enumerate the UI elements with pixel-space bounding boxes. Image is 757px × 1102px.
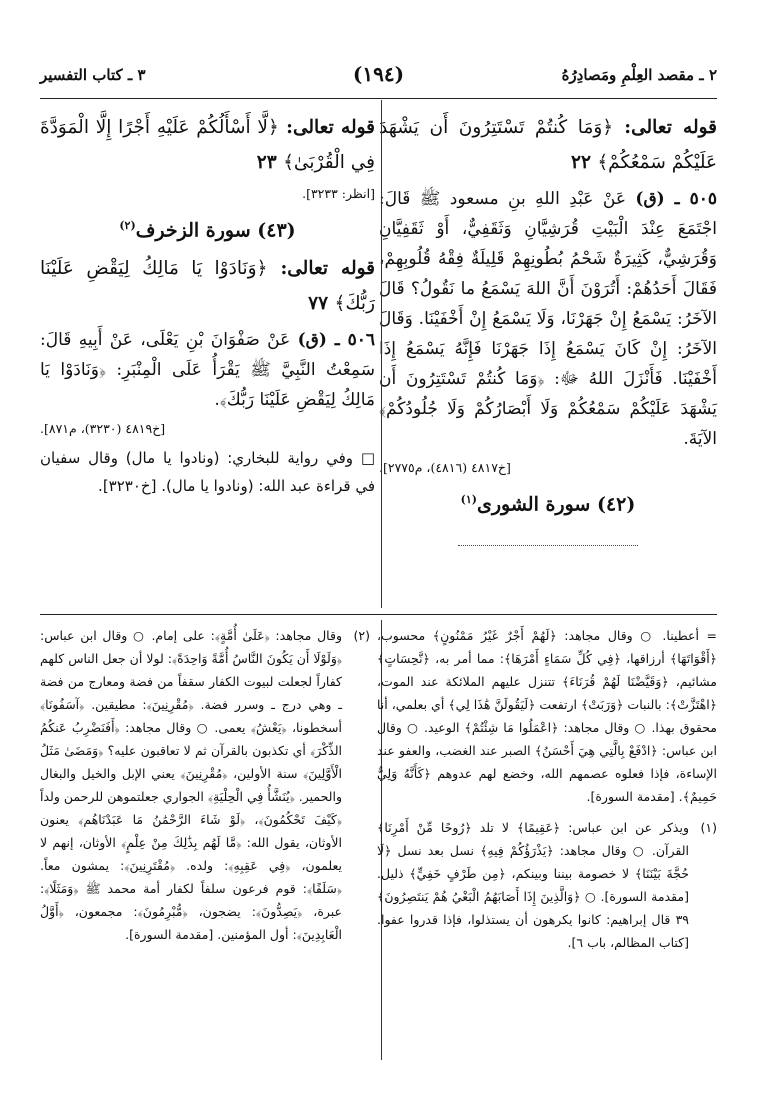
verse-label: قوله تعالى: [280, 258, 375, 280]
hadith-505 [379, 184, 717, 454]
right-column [379, 104, 717, 584]
verse-number: ٧٧ [308, 293, 329, 315]
hadith-506 [40, 325, 375, 415]
page-header [40, 60, 717, 94]
left-column [40, 104, 375, 604]
chapter-title-left: ٣ ـ كتاب التفسير [40, 66, 146, 84]
hadith-reference: [خ٤٨١٧ (٤٨١٦)، م٢٧٧٥]. [379, 460, 511, 475]
verse-heading-23 [40, 110, 375, 180]
note-reference: [خ٣٢٣٠]. [98, 477, 157, 496]
header-rule [40, 98, 717, 99]
footnote-2 [40, 624, 370, 946]
verse-number: ٢٢ [571, 152, 591, 173]
footnote-continuation [377, 624, 717, 808]
verse-heading-22 [379, 110, 717, 180]
footnote-text: ويذكر عن ابن عباس: ﴿عَقِيمًا﴾ لا تلد ﴿رُوحًا مِّنْ أَمْرِنَا﴾ القرآن. ○ وقال مجاهد: ﴿يَذْرَؤُكُمْ فِيهِ﴾ نسل بعد نسل ﴿لَا حُجَّةَ بَيْنَنَا﴾ لا خصومة بيننا وبينكم، ﴿مِن طَرْفٍ خَفِيٍّ﴾ ذليل. [مقدمة السورة]. ○ ﴿وَالَّذِينَ إِذَا أَصَابَهُمُ الْبَغْيُ هُمْ يَنتَصِرُونَ﴾ ٣٩ قال إبراهيم: كانوا يكرهون أن يستذلوا، فإذا قدروا عفوا. [كتاب المظالم، باب ٦]. [377, 820, 689, 950]
verse-text: ﴿وَمَا كُنتُمْ تَسْتَتِرُونَ أَن يَشْهَدَ عَلَيْكُمْ سَمْعُكُمْ﴾ [379, 117, 717, 173]
riwaya-note [40, 444, 375, 500]
hadith-text: عَنْ صَفْوَانَ بْنِ يَعْلَى، عَنْ أَبِيهِ قَالَ: سَمِعْتُ النَّبِيَّ ﷺ يَقْرَأُ عَلَى الْمِنْبَرِ: ﴿وَنَادَوْا يَا مَالِكُ لِيَقْضِ عَلَيْنَا رَبُّكَ﴾. [40, 330, 375, 411]
hadith-reference: [خ٤٨١٩ (٣٢٣٠)، م٨٧١]. [40, 421, 166, 437]
surah-title: (٤٣) سورة الزخرف [135, 219, 296, 242]
footnote-rule [40, 614, 717, 615]
hadith-number: ٥٠٥ ـ (ق) [635, 189, 717, 209]
footnote-number: (١) [700, 820, 717, 835]
footnote-1 [377, 816, 717, 954]
column-divider [381, 100, 382, 608]
verse-number: ٢٣ [256, 152, 277, 173]
footnote-number: (٢) [353, 628, 370, 643]
verse-label: قوله تعالى: [624, 117, 717, 138]
note-text: □ وفي رواية للبخاري: (ونادوا يا مال) وقال سفيان في قراءة عبد الله: (ونادوا يا مال). [40, 449, 375, 496]
footnote-marker: (٢) [119, 219, 136, 232]
verse-text: ﴿لَّا أَسْأَلُكُمْ عَلَيْهِ أَجْرًا إِلَّا الْمَوَدَّةَ فِي الْقُرْبَىٰ﴾ [40, 117, 375, 173]
footnotes-left [40, 624, 370, 954]
page-number: (١٩٤) [352, 62, 405, 86]
dotted-separator [458, 545, 638, 546]
surah-title-shura [379, 493, 717, 515]
surah-title: (٤٢) سورة الشورى [476, 493, 636, 516]
verse-heading-77 [40, 251, 375, 321]
footnotes-right [377, 624, 717, 962]
footnote-marker: (١) [460, 493, 477, 506]
verse-text: ﴿وَنَادَوْا يَا مَالِكُ لِيَقْضِ عَلَيْنَا رَبُّكَ﴾ [40, 258, 375, 315]
hadith-text: عَنْ عَبْدِ اللهِ بنِ مسعود ﷺ قَالَ: اجْتَمَعَ عِنْدَ الْبَيْتِ قُرَشِيَّانِ وَثَقَفِيٌّ، أَوْ ثَقَفِيَّانِ وَقُرَشِيٌّ، كَثِيرَةٌ شَحْمُ بُطُونِهِمْ قَلِيلَةٌ فِقْهُ قُلُوبِهِمْ، فَقَالَ أَحَدُهُمْ: أَتُرَوْنَ أَنَّ اللهَ يَسْمَعُ ما نَقُولُ؟ قَالَ الآخَرُ: يَسْمَعُ إِنْ جَهَرْنَا، وَلَا يَسْمَعُ إِنْ أَخْفَيْنَا. وَقَالَ الآخَرُ: إِنْ كَانَ يَسْمَعُ إِذَا جَهَرْنَا فَإِنَّهُ يَسْمَعُ إِذَا أَخْفَيْنَا. فَأَنْزَلَ اللهُ ﷻ: ﴿وَمَا كُنتُمْ تَسْتَتِرُونَ أَن يَشْهَدَ عَلَيْكُمْ سَمْعُكُمْ وَلَا أَبْصَارُكُمْ وَلَا جُلُودُكُمْ﴾ الآيَةَ. [379, 189, 717, 449]
chapter-title-right: ٢ ـ مقصد العِلْمِ ومَصادِرُهُ [561, 66, 717, 84]
verse-label: قوله تعالى: [286, 117, 375, 138]
surah-title-zukhruf [40, 219, 375, 241]
hadith-number: ٥٠٦ ـ (ق) [297, 330, 375, 351]
verse-reference: [انظر: ٣٢٣٣]. [302, 186, 375, 201]
footnote-text: وقال مجاهد: ﴿عَلَىٰ أُمَّةٍ﴾: على إمام. ○ وقال ابن عباس: ﴿وَلَوْلَا أَن يَكُونَ النَّاسُ أُمَّةً وَاحِدَةً﴾: لولا أن جعل الناس كلهم كفاراً لجعلت لبيوت الكفار سقفاً من فضة ومعارج من فضة ـ وهي درج ـ وسرر فضة. ﴿مُقْرِنِينَ﴾: مطيقين. ﴿آسَفُونَا﴾ أسخطونا، ﴿يَعْشُ﴾ يعمى. ○ وقال مجاهد: ﴿أَفَنَضْرِبُ عَنكُمُ الذِّكْرَ﴾ أي تكذبون بالقرآن ثم لا تعاقبون عليه؟ ﴿وَمَضَىٰ مَثَلُ الْأَوَّلِينَ﴾ سنة الأولين، ﴿مُقْرِنِينَ﴾ يعني الإبل والخيل والبغال والحمير. ﴿يُنَشَّأُ فِي الْحِلْيَةِ﴾ الجواري جعلتموهن للرحمن ولداً ﴿كَيْفَ تَحْكُمُونَ﴾، ﴿لَوْ شَاءَ الرَّحْمَٰنُ مَا عَبَدْنَاهُم﴾ يعنون الأوثان، يقول الله: ﴿مَّا لَهُم بِذَٰلِكَ مِنْ عِلْمٍ﴾ الأوثان، إنهم لا يعلمون، ﴿فِي عَقِبِهِ﴾: ولده. ﴿مُقْتَرِنِينَ﴾: يمشون معاً. ﴿سَلَفًا﴾: قوم فرعون سلفاً لكفار أمة محمد ﷺ ﴿وَمَثَلًا﴾: عبرة، ﴿يَصِدُّونَ﴾: يضجون، ﴿مُّبْرِمُونَ﴾: مجمعون، ﴿أَوَّلُ الْعَابِدِينَ﴾: أول المؤمنين. [مقدمة السورة]. [40, 628, 342, 942]
footnote-text: = أعطينا. ○ وقال مجاهد: ﴿لَهُمْ أَجْرٌ غَيْرُ مَمْنُونٍ﴾ محسوب، ﴿أَقْوَاتَهَا﴾ أرزاقها، ﴿فِي كُلِّ سَمَاءٍ أَمْرَهَا﴾: مما أمر به، ﴿نَّحِسَاتٍ﴾ مشائيم، ﴿وَقَيَّضْنَا لَهُمْ قُرَنَاءَ﴾ تتنزل عليهم الملائكة عند الموت، ﴿اهْتَزَّتْ﴾: بالنبات ﴿وَرَبَتْ﴾ ارتفعت ﴿لَيَقُولَنَّ هَٰذَا لِي﴾ أي بعلمي، أنا محقوق بهذا. ○ وقال مجاهد: ﴿اعْمَلُوا مَا شِئْتُمْ﴾ الوعيد. ○ وقال ابن عباس: ﴿ادْفَعْ بِالَّتِي هِيَ أَحْسَنُ﴾ الصبر عند الغضب، والعفو عند الإساءة، فإذا فعلوه عصمهم الله، وخضع لهم عدوهم ﴿كَأَنَّهُ وَلِيٌّ حَمِيمٌ﴾. [مقدمة السورة]. [377, 628, 717, 804]
